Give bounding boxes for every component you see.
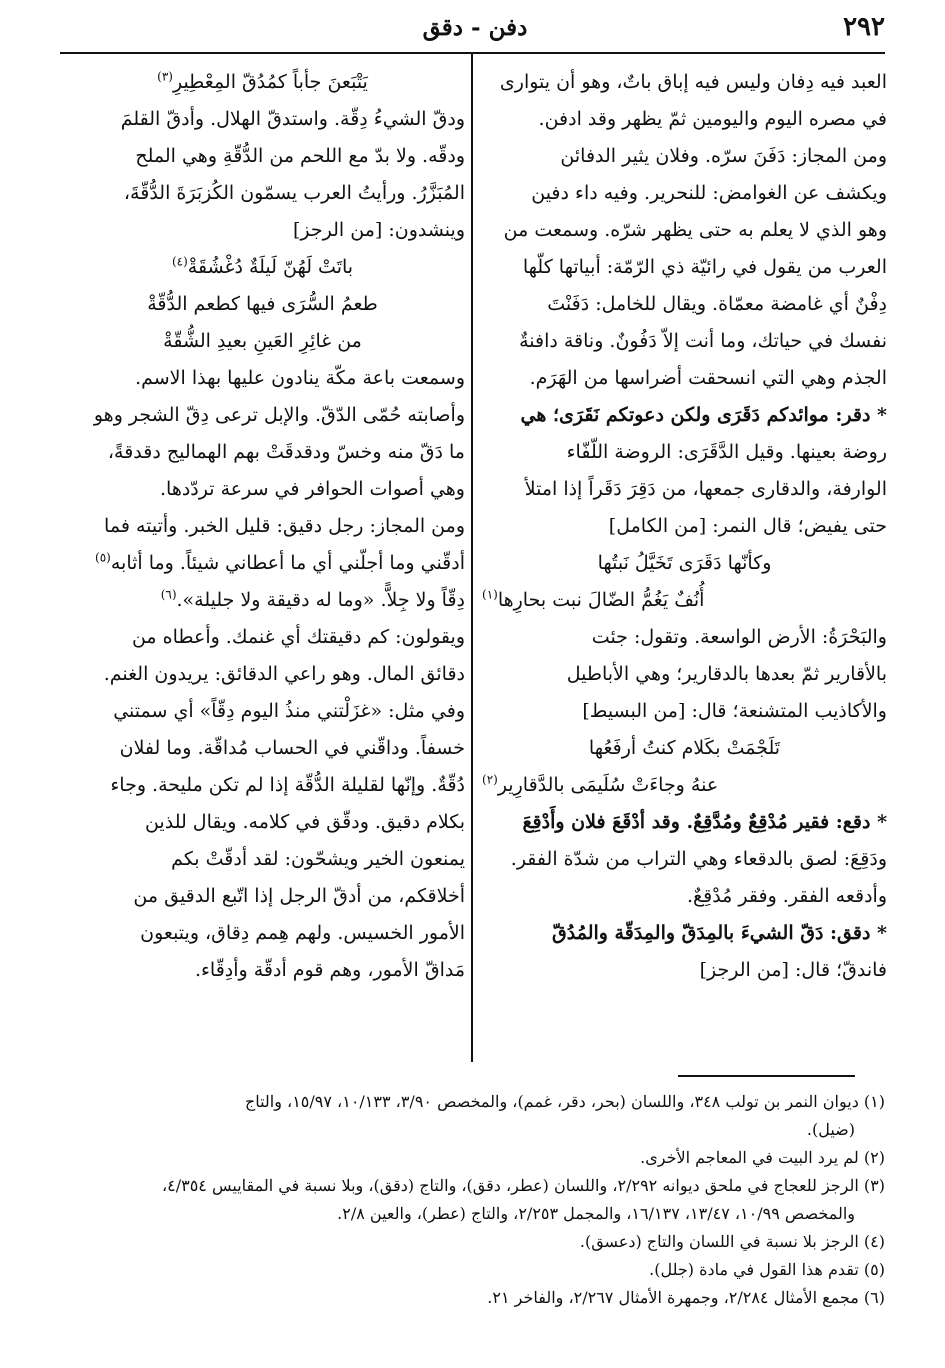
text-line: فاندقّ؛ قال: [من الرجز]: [699, 959, 887, 981]
text-segment: دِقّاً ولا جِلاًّ. «وما له دقيقة ولا جليلة».: [176, 589, 465, 611]
footnote-mark: (٦): [160, 587, 177, 602]
text-line: العبد فيه دِفان وليس فيه إباق باتٌ، وهو أن يتوارى: [499, 71, 887, 93]
text-line: حتى يفيض؛ قال النمر: [من الكامل]: [608, 515, 887, 537]
text-line: والأكاذيب المتشنعة؛ قال: [من البسيط]: [582, 700, 887, 722]
footnote-mark: (١): [482, 587, 498, 602]
text-line: وأدقعه الفقر. وفقر مُدْقِعٌ.: [686, 885, 887, 907]
footnote-number: (٥): [863, 1260, 885, 1279]
verse-line: [482, 582, 887, 619]
text-line: ودَقِعَ: لصق بالدقعاء وهي التراب من شدّة الفقر.: [510, 848, 887, 870]
page-header: [60, 12, 885, 52]
footnote-rule: [678, 1075, 855, 1077]
verse-text: يَتْبَعنَ جأباً كمُدُقّ المِعْطِيرِ: [172, 71, 368, 93]
footnote-3: [60, 1172, 885, 1200]
text-line: الوارفة، والدقارى جمعها، من دَقِرَ دَقَراً إذا امتلأ: [524, 478, 887, 500]
text-line: في مصره اليوم واليومين ثمّ يظهر وقد ادفن.: [538, 108, 887, 130]
verse-text: باتَتْ لَهُنّ لَيلَةٌ دُغْشُقَةْ: [187, 256, 354, 278]
footnote-2: [60, 1144, 885, 1172]
entry-daqq: * دقق: دَقّ الشيءَ بالمِدَقّ والمِدَقّة والمُدُقّ: [552, 922, 887, 944]
footnote-text: لم يرد البيت في المعاجم الأخرى.: [640, 1148, 859, 1167]
footnote-text: الرجز للعجاج في ملحق ديوانه ٢/٢٩٢، واللسان (عطر، دقق)، والتاج (دقق)، وبلا نسبة في المقاييس ٤/٣٥٤،: [161, 1176, 859, 1195]
footnote-text: مجمع الأمثال ٢/٢٨٤، وجمهرة الأمثال ٢/٢٦٧، والفاخر ٢١.: [487, 1288, 859, 1307]
entry-daqa: * دقع: فقير مُدْقِعٌ ومُدَّقِعٌ. وقد أدْقَعَ فلان وأَدْقِعَ: [522, 811, 887, 833]
verse-text: عنهُ وجاءَتْ سُلَيمَى بالدَّقارِير: [497, 774, 719, 796]
text-line: ويكشف عن الغوامض: للنحرير. وفيه داء دفين: [531, 182, 887, 204]
footnote-number: (٣): [863, 1176, 885, 1195]
text-line: ومن المجاز: رجل دقيق: قليل الخبر. وأتيته فما: [104, 515, 465, 537]
verse-line: وكأنّها دَقَرَى تَخَيَّلُ نَبتُها: [597, 552, 772, 574]
footnote-number: (١): [863, 1092, 885, 1111]
footnote-mark: (٤): [171, 254, 188, 269]
footnote-mark: (٢): [482, 772, 498, 787]
text-line: دِفْنٌ أي غامضة معمّاة. ويقال للخامل: دَفَنْتَ: [547, 293, 887, 315]
footnote-6: [60, 1284, 885, 1312]
text-line: وينشدون: [من الرجز]: [293, 219, 465, 241]
text-line: وهي أصوات الحوافر في سرعة تردّدها.: [159, 478, 465, 500]
footnote-4: [60, 1228, 885, 1256]
text-line: [60, 545, 465, 582]
text-line: وهو الذي لا يعلم به حتى يظهر شرّه. وسمعت من: [503, 219, 887, 241]
text-line: الجذم وهي التي انسحقت أضراسها من الهَرَم.: [529, 367, 887, 389]
text-line: العرب من يقول في رائيّة ذي الرّمّة: أبياتها كلّها: [522, 256, 887, 278]
footnote-text: الرجز بلا نسبة في اللسان والتاج (دعسق).: [579, 1232, 859, 1251]
verse-line: [60, 64, 465, 101]
footnote-number: (٤): [863, 1232, 885, 1251]
text-line: نفسك في حياتك، وما أنت إلاّ دَفُونٌ. وناقة دافنةٌ: [519, 330, 887, 352]
text-line: ودقّه. ولا بدّ مع اللحم من الدُّقّةِ وهي الملح: [135, 145, 465, 167]
footnote-text: تقدم هذا القول في مادة (جلل).: [649, 1260, 859, 1279]
entry-daqar: * دقر: موائدكم دَقَرَى ولكن دعوتكم نَقَرَى؛ هي: [520, 404, 887, 426]
page-number: ٢٩٢: [843, 12, 885, 42]
text-line: دُقّةٌ. وإنّها لقليلة الدُّقّة إذا لم تكن مليحة. وجاء: [110, 774, 465, 796]
text-line: روضة بعينها. وقيل الدَّقَرَى: الروضة اللّفّاء: [566, 441, 887, 463]
text-line: ما دَقّ منه وخسّ ودقدقَتْ بهم الهماليج دقدقةً،: [107, 441, 465, 463]
right-column: [482, 64, 887, 1064]
verse-line: طعمُ السُّرَى فيها كطعم الدُّقّةْ: [147, 293, 378, 315]
verse-line: [482, 767, 887, 804]
text-line: المُبَزَّرُ. ورأيتُ العرب يسمّون الكُزبَرَةَ الدُّقّةَ،: [123, 182, 465, 204]
text-line: مَداقّ الأمور، وهم قوم أدقّة وأدِقّاء.: [194, 959, 465, 981]
text-line: والبَحْرَةُ: الأرض الواسعة. وتقول: جئت: [591, 626, 887, 648]
text-line: يمنعون الخير ويشحّون: لقد أدقّتْ بكم: [171, 848, 465, 870]
text-line: وسمعت باعة مكّة ينادون عليها بهذا الاسم.: [135, 367, 465, 389]
text-line: خسفاً. وداقّني في الحساب مُداقّة. وما لفلان: [119, 737, 465, 759]
left-column: [60, 64, 465, 1064]
verse-line: من غائِرِ العَينِ بعيدِ الشُّقّةْ: [163, 330, 362, 352]
text-line: بكلام دقيق. ودقّق في كلامه. ويقال للذين: [144, 811, 465, 833]
text-segment: أدقّني وما أجلّني أي ما أعطاني شيئاً. وما أثابه: [110, 552, 465, 574]
text-line: ومن المجاز: دَفَنَ سرّه. وفلان يثير الدفائن: [560, 145, 887, 167]
verse-text: أُنُفٌ يَغُمُّ الضّالَ نبت بحارِها: [497, 589, 705, 611]
footnote-number: (٦): [863, 1288, 885, 1307]
text-line: ويقولون: كم دقيقتك أي غنمك. وأعطاه من: [131, 626, 465, 648]
text-line: بالأقارير ثمّ بعدها بالدقارير؛ وهي الأباطيل: [566, 663, 887, 685]
footnote-text: ديوان النمر بن تولب ٣٤٨، واللسان (بحر، دقر، غمم)، والمخصص ٣/٩٠، ١٠/١٣٣، ١٥/٩٧، والتاج: [244, 1092, 859, 1111]
text-line: دقائق المال. وهو راعي الدقائق: يريدون الغنم.: [103, 663, 465, 685]
verse-line: [60, 249, 465, 286]
text-line: ودقّ الشيءُ دِقّة. واستدقّ الهلال. وأدقّ القلمَ: [120, 108, 465, 130]
column-divider: [471, 54, 473, 1062]
footnote-1-continued: (ضيل).: [806, 1120, 855, 1139]
page-title: دفن - دقق: [422, 14, 528, 41]
footnote-1: [60, 1088, 885, 1116]
text-line: أخلاقكم، من أدقّ الرجل إذا اتّبع الدقيق من: [133, 885, 465, 907]
text-line: [60, 582, 465, 619]
verse-line: تَلَجْمَتْ بكَلام كنتُ أرفَعُها: [588, 737, 781, 759]
footnotes: [60, 1088, 885, 1358]
footnote-mark: (٥): [95, 550, 111, 565]
footnote-5: [60, 1256, 885, 1284]
footnote-number: (٢): [863, 1148, 885, 1167]
text-line: الأمور الخسيس. ولهم هِمم دِقاق، ويتبعون: [140, 922, 465, 944]
text-line: وأصابته حُمّى الدّقّ. والإبل ترعى دِقّ الشجر وهو: [93, 404, 465, 426]
footnote-mark: (٣): [157, 69, 173, 84]
text-line: وفي مثل: «غزَلْتني منذُ اليوم دِقّاً» أي سمتني: [113, 700, 465, 722]
footnote-3-continued: والمخصص ١٠/٩٩، ١٣/٤٧، ١٦/١٣٧، والمجمل ٢/٢٥٣، والتاج (عطر)، والعين ٢/٨.: [337, 1204, 855, 1223]
